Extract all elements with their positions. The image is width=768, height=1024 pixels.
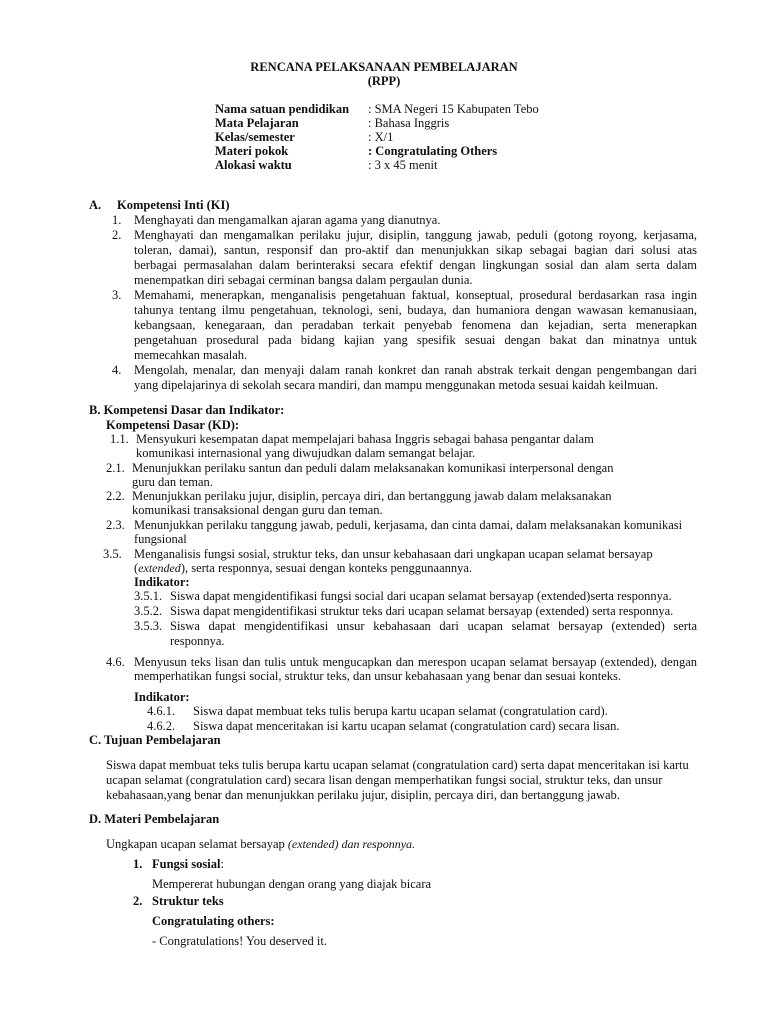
- ind-line: Siswa dapat mengidentifikasi unsur kebahasaan dari ucapan selamat bersayap (extended) serta: [170, 619, 697, 633]
- ki-num: 2.: [112, 228, 122, 242]
- ind-line: Siswa dapat mengidentifikasi struktur teks dari ucapan selamat bersayap (extended) serta responnya.: [170, 604, 674, 618]
- title-line1: RENCANA PELAKSANAAN PEMBELAJARAN: [250, 60, 518, 74]
- kd-rest: ), serta responnya, sesuai dengan konteks penggunaannya.: [180, 561, 473, 575]
- identity-value: : SMA Negeri 15 Kabupaten Tebo: [368, 102, 539, 116]
- ki-num: 1.: [112, 213, 122, 227]
- identity-label: Alokasi waktu: [215, 158, 292, 172]
- materi-text: Mempererat hubungan dengan orang yang diajak bicara: [152, 877, 432, 891]
- ind-num: 3.5.2.: [134, 604, 163, 618]
- section-c-line: kebahasaan,yang benar dan menunjukkan perilaku jujur, disiplin, percaya diri, dan bertanggung jawab.: [106, 788, 620, 802]
- ind-line: Siswa dapat membuat teks tulis berupa kartu ucapan selamat (congratulation card).: [193, 704, 608, 718]
- indikator-label: Indikator:: [134, 575, 190, 589]
- kd-line: Menyusun teks lisan dan tulis untuk mengucapkan dan merespon ucapan selamat bersayap (extended), dengan: [134, 655, 697, 669]
- kd-num: 1.1.: [110, 432, 129, 446]
- section-c-heading: C. Tujuan Pembelajaran: [89, 733, 221, 747]
- ind-num: 3.5.1.: [134, 589, 163, 603]
- ki-line: memecahkan masalah.: [134, 348, 248, 362]
- identity-label: Kelas/semester: [215, 130, 295, 144]
- ind-line: Siswa dapat menceritakan isi kartu ucapan selamat (congratulation card) secara lisan.: [193, 719, 620, 733]
- identity-label: Nama satuan pendidikan: [215, 102, 350, 116]
- ki-line: Mengolah, menalar, dan menyaji dalam ranah konkret dan ranah abstrak terkait dengan pengembangan dari: [134, 363, 697, 377]
- kd-line: komunikasi transaksional dengan guru dan teman.: [132, 503, 383, 517]
- identity-value: : 3 x 45 menit: [368, 158, 438, 172]
- section-d-intro-text: Ungkapan ucapan selamat bersayap: [106, 837, 288, 851]
- kd-line: fungsional: [134, 532, 187, 546]
- materi-item: [152, 857, 224, 872]
- section-a-letter: A.: [89, 198, 102, 212]
- section-b-subheading: Kompetensi Dasar (KD):: [106, 418, 240, 432]
- ind-num: 4.6.1.: [147, 704, 176, 718]
- kd-paren: (: [134, 561, 139, 575]
- kd-num: 4.6.: [106, 655, 125, 669]
- materi-label: Fungsi sosial: [152, 857, 221, 871]
- ind-line: responnya.: [170, 634, 225, 648]
- ind-num: 3.5.3.: [134, 619, 163, 633]
- section-c-line: Siswa dapat membuat teks tulis berupa kartu ucapan selamat (congratulation card) serta dapat menceritakan isi kartu: [106, 758, 689, 772]
- materi-num: 1.: [133, 857, 143, 871]
- kd-num: 3.5.: [103, 547, 122, 561]
- ind-num: 4.6.2.: [147, 719, 176, 733]
- ki-line: tahunya tentang ilmu pengetahuan, teknologi, seni, budaya, dan humaniora dengan wawasan kemanusiaan,: [134, 303, 697, 317]
- ki-line: menempatkan diri sebagai cerminan bangsa dalam pergaulan dunia.: [134, 273, 473, 287]
- kd-num: 2.1.: [106, 461, 125, 475]
- section-c-line: ucapan selamat (congratulation card) secara lisan dengan memperhatikan fungsi social, struktur teks, dan unsur: [106, 773, 663, 787]
- kd-line: [134, 561, 472, 576]
- kd-line: guru dan teman.: [132, 475, 213, 489]
- ki-line: kebangsaan, kenegaraan, dan peradaban terkait penyebab fenomena dan kejadian, serta menerapkan: [134, 318, 697, 332]
- kd-line: Mensyukuri kesempatan dapat mempelajari bahasa Inggris sebagai bahasa pengantar dalam: [136, 432, 594, 446]
- kd-line: Menunjukkan perilaku tanggung jawab, peduli, kerjasama, dan cinta damai, dalam melaksanakan komunikasi: [134, 518, 683, 532]
- kd-italic: extended: [138, 561, 181, 575]
- section-d-intro: [106, 837, 415, 852]
- ki-line: yang dipelajarinya di sekolah secara mandiri, dan mampu menggunakan metoda sesuai kaidah keilmuan.: [134, 378, 659, 392]
- materi-num: 2.: [133, 894, 143, 908]
- ki-line: toleran, damai), santun, responsif dan pro-aktif dan menunjukkan sikap sebagai bagian dari solusi atas: [134, 243, 697, 257]
- indikator-label: Indikator:: [134, 690, 190, 704]
- title-line2: (RPP): [367, 74, 401, 88]
- identity-value: : Bahasa Inggris: [368, 116, 450, 130]
- ki-num: 4.: [112, 363, 122, 377]
- materi-label: Struktur teks: [152, 894, 224, 908]
- ki-line: Menghayati dan mengamalkan perilaku jujur, disiplin, tanggung jawab, peduli (gotong royong, kerjasama,: [134, 228, 697, 242]
- ki-line: Menghayati dan mengamalkan ajaran agama yang dianutnya.: [134, 213, 441, 227]
- section-b-heading: B. Kompetensi Dasar dan Indikator:: [89, 403, 285, 417]
- ki-line: berbagai permasalahan dalam berinteraksi secara efektif dengan lingkungan sosial dan alam serta dalam: [134, 258, 697, 272]
- ki-num: 3.: [112, 288, 122, 302]
- section-a-heading: Kompetensi Inti (KI): [117, 198, 230, 212]
- ind-line: Siswa dapat mengidentifikasi fungsi social dari ucapan selamat bersayap (extended)serta responnya.: [170, 589, 672, 603]
- materi-colon: :: [220, 857, 224, 871]
- materi-example: - Congratulations! You deserved it.: [152, 934, 327, 948]
- identity-label: Mata Pelajaran: [215, 116, 299, 130]
- identity-value: : Congratulating Others: [368, 144, 498, 158]
- identity-label: Materi pokok: [215, 144, 289, 158]
- section-d-intro-italic: (extended) dan responnya.: [287, 837, 416, 851]
- ki-line: pengetahuan prosedural pada bidang kajian yang spesifik sesuai dengan bakat dan minatnya untuk: [134, 333, 697, 347]
- kd-line: Menganalisis fungsi sosial, struktur teks, dan unsur kebahasaan dari ungkapan ucapan selamat bersayap: [134, 547, 653, 561]
- identity-value: : X/1: [368, 130, 394, 144]
- kd-line: memperhatikan fungsi social, struktur teks, dan unsur kebahasaan yang benar dan sesuai konteks.: [134, 669, 622, 683]
- kd-line: Menunjukkan perilaku santun dan peduli dalam melaksanakan komunikasi interpersonal dengan: [132, 461, 614, 475]
- kd-line: komunikasi internasional yang diwujudkan dalam semangat belajar.: [136, 446, 476, 460]
- section-d-heading: D. Materi Pembelajaran: [89, 812, 220, 826]
- kd-line: Menunjukkan perilaku jujur, disiplin, percaya diri, dan bertanggung jawab dalam melaksanakan: [132, 489, 612, 503]
- kd-num: 2.3.: [106, 518, 125, 532]
- ki-line: Memahami, menerapkan, menganalisis pengetahuan faktual, konseptual, prosedural berdasarkan rasa ingin: [134, 288, 697, 302]
- materi-subheading: Congratulating others:: [152, 914, 275, 928]
- kd-num: 2.2.: [106, 489, 125, 503]
